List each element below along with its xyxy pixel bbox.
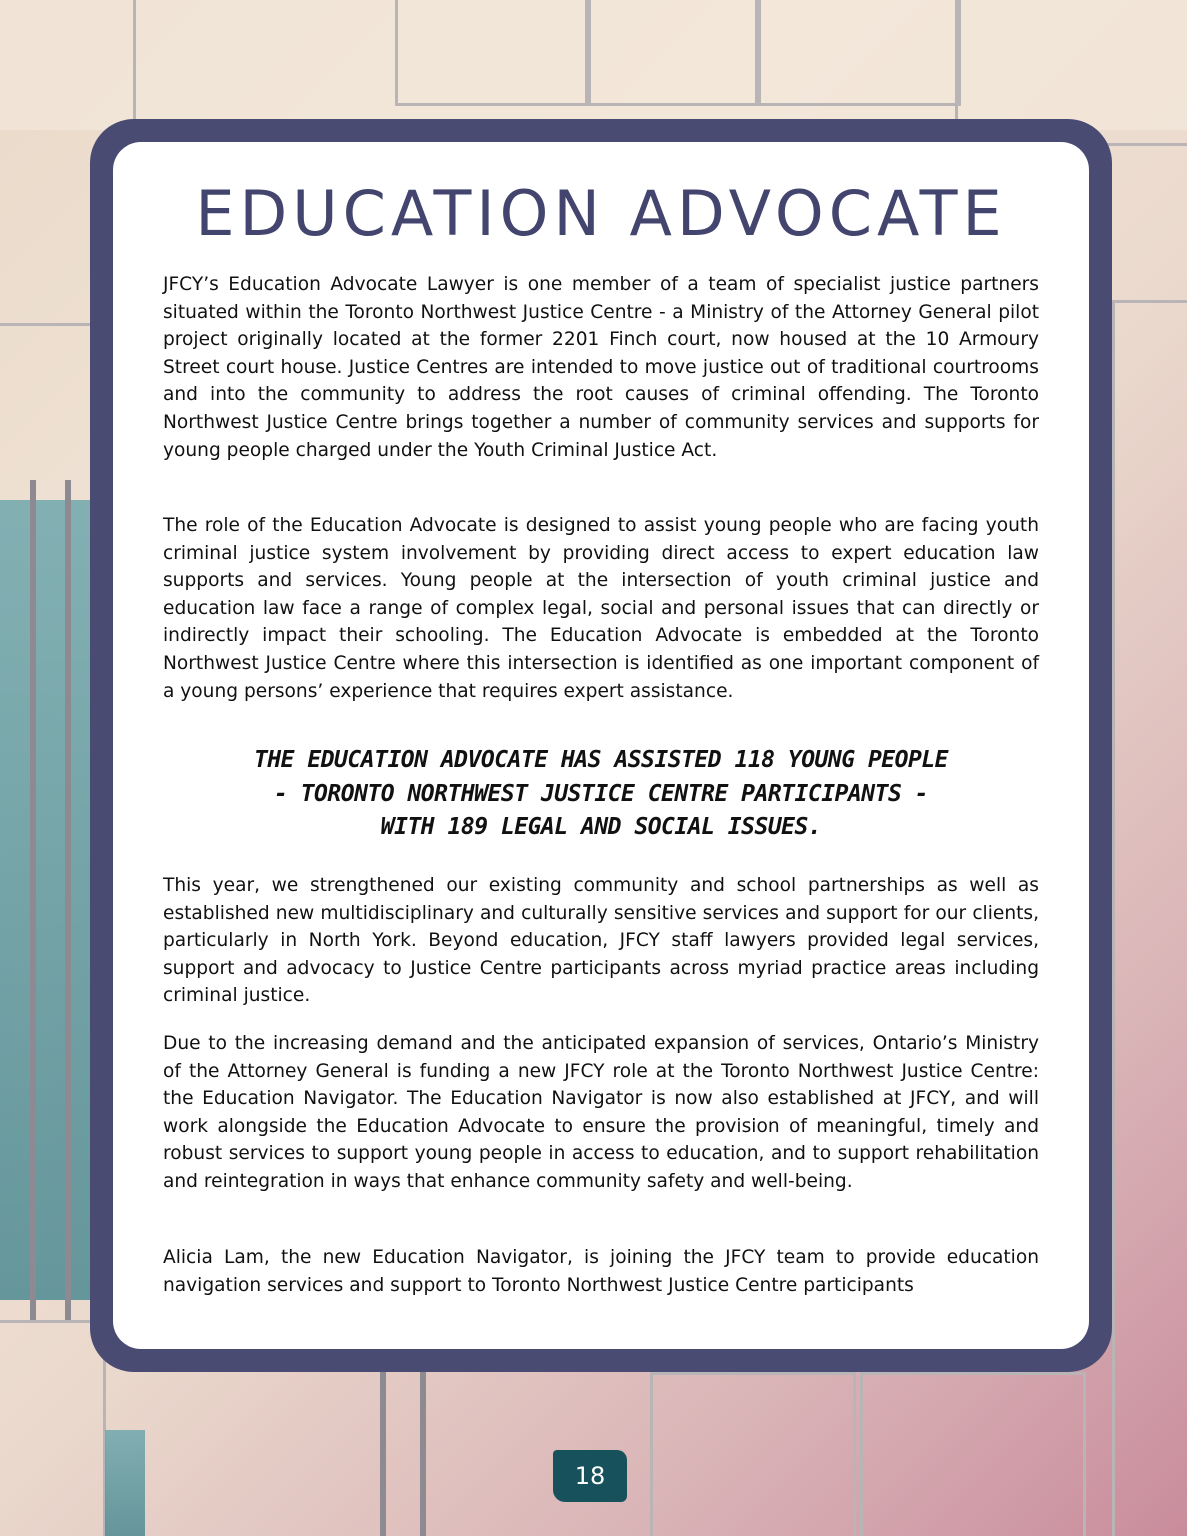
role-paragraph: The role of the Education Advocate is designed to assist young people who are facing youth criminal justice system involvement by providing direct access to expert education law supports and services. Young people at the intersection of youth criminal justice and education law face a range of complex legal, social and personal issues that can directly or indirectly impact their schooling. The Education Advocate is embedded at the Toronto Northwest Justice Centre where this intersection is identified as one important component of a young persons’ experience that requires expert assistance. bbox=[163, 515, 1039, 702]
partnerships-paragraph: This year, we strengthened our existing community and school partnerships as well as established new multidisciplinary and culturally sensitive services and support for our clients, particularly in North York. Beyond education, JFCY staff lawyers provided legal services, support and advocacy to Justice Centre participants across myriad practice areas including criminal justice. bbox=[163, 875, 1039, 1007]
navigator-funding-paragraph: Due to the increasing demand and the anticipated expansion of services, Ontario’s Ministry of the Attorney General is funding a new JFCY role at the Toronto Northwest Justice Centre: the Education Navigator. The Education Navigator is now also established at JFCY, and will work alongside the Education Advocate to ensure the provision of meaningful, timely and robust services to support young people in access to education, and to support rehabilitation and reintegration in ways that enhance community safety and well-being. bbox=[163, 1033, 1039, 1192]
highlight-statistic bbox=[163, 744, 1039, 845]
navigator-intro-paragraph: Alicia Lam, the new Education Navigator, is joining the JFCY team to provide education navigation services and support to Toronto Northwest Justice Centre participants bbox=[163, 1247, 1039, 1296]
page-number: 18 bbox=[553, 1450, 627, 1502]
page-title: EDUCATION ADVOCATE bbox=[195, 177, 1007, 250]
highlight-line: THE EDUCATION ADVOCATE HAS ASSISTED 118 YOUNG PEOPLE bbox=[253, 747, 949, 773]
intro-paragraph: JFCY’s Education Advocate Lawyer is one member of a team of specialist justice partners situated within the Toronto Northwest Justice Centre - a Ministry of the Attorney General pilot project originally located at the former 2201 Finch court, now housed at the 10 Armoury Street court house. Justice Centres are intended to move justice out of traditional courtrooms and into the community to address the root causes of criminal offending. The Toronto Northwest Justice Centre brings together a number of community services and supports for young people charged under the Youth Criminal Justice Act. bbox=[163, 274, 1039, 461]
highlight-line: WITH 189 LEGAL AND SOCIAL ISSUES. bbox=[380, 814, 822, 840]
highlight-line: - TORONTO NORTHWEST JUSTICE CENTRE PARTICIPANTS - bbox=[273, 780, 928, 807]
